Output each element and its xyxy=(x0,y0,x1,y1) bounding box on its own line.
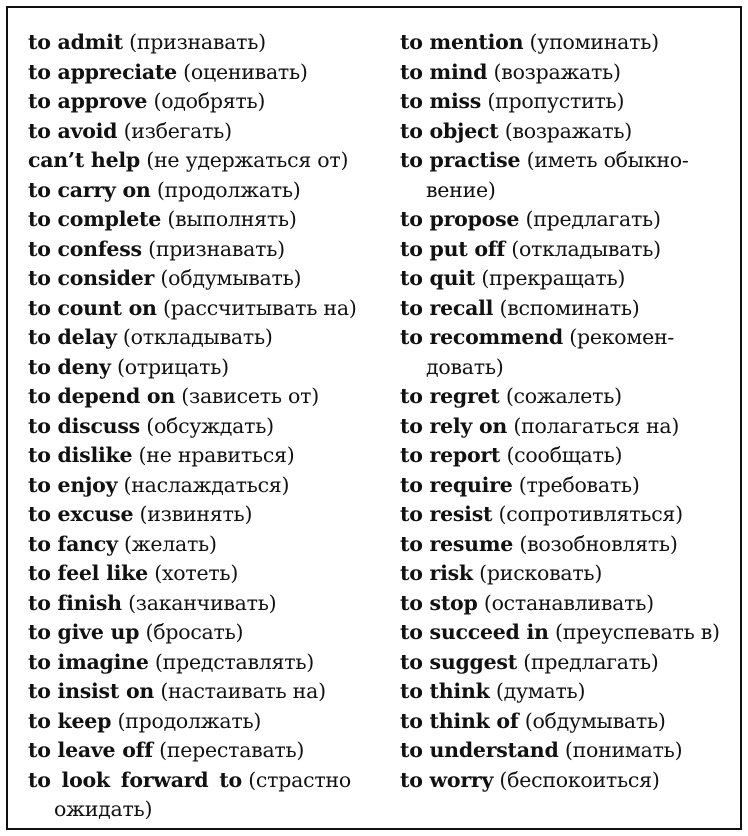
translation: (возобновлять) xyxy=(519,531,678,556)
verb-entry xyxy=(28,736,384,766)
verb: can’t help xyxy=(28,148,140,172)
verb-entry xyxy=(400,589,740,619)
translation: (предлагать) xyxy=(525,207,661,231)
verb: to put off xyxy=(400,236,505,261)
left-column xyxy=(28,28,384,825)
translation: (обсуждать) xyxy=(146,413,274,438)
verb: to recommend xyxy=(400,325,563,349)
verb: to resume xyxy=(400,531,514,556)
verb: to mention xyxy=(400,30,524,54)
verb-entry xyxy=(400,677,740,707)
verb: to regret xyxy=(400,384,500,408)
verb-entry xyxy=(28,28,384,58)
verb: to quit xyxy=(400,266,476,290)
verb-entry xyxy=(400,618,740,648)
verb-entry xyxy=(400,648,740,678)
translation-continuation: ожидать) xyxy=(54,797,153,821)
translation: (беспокоиться) xyxy=(499,767,660,792)
verb: to miss xyxy=(400,89,482,113)
verb: to practise xyxy=(400,148,521,172)
verb-entry xyxy=(28,235,384,265)
verb-entry xyxy=(28,294,384,324)
verb-entry xyxy=(28,323,384,353)
translation: (обдумывать) xyxy=(524,708,666,733)
verb-entry xyxy=(400,28,740,58)
translation: (извинять) xyxy=(139,502,253,526)
verb-list-box xyxy=(6,6,742,830)
translation: (сожалеть) xyxy=(505,384,622,408)
verb-entry xyxy=(28,707,384,737)
translation: (бросать) xyxy=(145,620,244,644)
verb-entry xyxy=(400,58,740,88)
verb: to look forward to xyxy=(28,767,242,792)
translation-continuation: довать) xyxy=(426,354,504,379)
verb-entry xyxy=(400,736,740,766)
translation: (не нравиться) xyxy=(138,443,295,467)
verb-entry xyxy=(28,58,384,88)
translation: (продолжать) xyxy=(117,708,262,733)
verb: to avoid xyxy=(28,118,118,143)
verb-entry xyxy=(28,117,384,147)
translation: (желать) xyxy=(123,531,217,556)
verb-entry xyxy=(28,677,384,707)
verb-entry xyxy=(28,441,384,471)
translation: (предлагать) xyxy=(523,649,659,674)
translation: (останавливать) xyxy=(483,590,654,615)
verb-entry xyxy=(28,205,384,235)
verb-entry xyxy=(28,146,384,176)
verb: to propose xyxy=(400,207,520,231)
verb: to think of xyxy=(400,708,519,733)
verb: to understand xyxy=(400,738,559,762)
translation: (избегать) xyxy=(123,118,232,143)
verb-entry xyxy=(28,530,384,560)
translation: (оценивать) xyxy=(183,59,308,84)
verb-entry xyxy=(28,382,384,412)
verb: to finish xyxy=(28,590,122,615)
verb: to succeed in xyxy=(400,620,549,644)
translation: (настаивать на) xyxy=(160,679,326,703)
translation: (не удержаться от) xyxy=(146,148,349,172)
translation-continuation: вение) xyxy=(426,177,496,202)
verb-entry xyxy=(400,146,740,205)
translation: (иметь обыкно- xyxy=(526,148,689,172)
verb: to insist on xyxy=(28,679,155,703)
translation: (вспоминать) xyxy=(499,295,640,320)
verb: to think xyxy=(400,679,490,703)
translation: (продолжать) xyxy=(156,177,301,202)
verb-entry xyxy=(28,353,384,383)
translation: (упоминать) xyxy=(529,30,659,54)
verb: to count on xyxy=(28,295,157,320)
verb-entry xyxy=(400,117,740,147)
translation: (рекомен- xyxy=(569,325,675,349)
verb: to discuss xyxy=(28,413,140,438)
verb: to object xyxy=(400,118,499,143)
verb-entry xyxy=(28,264,384,294)
verb: to fancy xyxy=(28,531,118,556)
translation: (переставать) xyxy=(159,738,305,762)
translation: (обдумывать) xyxy=(160,266,302,290)
translation: (заканчивать) xyxy=(128,590,277,615)
verb: to depend on xyxy=(28,384,175,408)
translation: (понимать) xyxy=(564,738,683,762)
verb-entry xyxy=(28,618,384,648)
translation: (рисковать) xyxy=(479,561,603,585)
verb-entry xyxy=(400,471,740,501)
verb: to confess xyxy=(28,236,142,261)
verb: to deny xyxy=(28,354,111,379)
verb: to risk xyxy=(400,561,473,585)
verb: to carry on xyxy=(28,177,151,202)
verb-entry xyxy=(400,559,740,589)
translation: (выполнять) xyxy=(167,207,297,231)
translation: (откладывать) xyxy=(122,325,273,349)
verb-entry xyxy=(400,382,740,412)
verb: to resist xyxy=(400,502,493,526)
translation: (сообщать) xyxy=(506,443,623,467)
verb: to suggest xyxy=(400,649,517,674)
verb: to rely on xyxy=(400,413,508,438)
verb: to admit xyxy=(28,30,123,54)
verb-entry xyxy=(400,323,740,382)
translation: (одобрять) xyxy=(153,89,266,113)
translation: (страстно xyxy=(248,767,351,792)
translation: (наслаждаться) xyxy=(123,472,290,497)
verb: to excuse xyxy=(28,502,134,526)
translation: (прекращать) xyxy=(481,266,626,290)
verb: to stop xyxy=(400,590,478,615)
translation: (требовать) xyxy=(518,472,640,497)
verb: to give up xyxy=(28,620,140,644)
verb-entry xyxy=(400,235,740,265)
translation: (возражать) xyxy=(504,118,632,143)
translation: (хотеть) xyxy=(154,561,239,585)
translation: (сопротивляться) xyxy=(498,502,683,526)
verb-entry xyxy=(28,500,384,530)
verb-entry xyxy=(400,87,740,117)
verb-entry xyxy=(28,471,384,501)
verb: to worry xyxy=(400,767,494,792)
verb-entry xyxy=(28,412,384,442)
translation: (откладывать) xyxy=(511,236,661,261)
translation: (признавать) xyxy=(129,30,266,54)
verb-entry xyxy=(400,707,740,737)
verb-entry xyxy=(28,648,384,678)
verb: to mind xyxy=(400,59,488,84)
translation: (полагаться на) xyxy=(513,413,680,438)
verb: to recall xyxy=(400,295,494,320)
verb-entry xyxy=(400,766,740,796)
verb-entry xyxy=(28,176,384,206)
verb: to dislike xyxy=(28,443,133,467)
translation: (возражать) xyxy=(493,59,621,84)
translation: (представлять) xyxy=(154,649,314,674)
verb-entry xyxy=(400,412,740,442)
verb: to complete xyxy=(28,207,162,231)
verb-entry xyxy=(400,205,740,235)
verb: to delay xyxy=(28,325,117,349)
verb-entry xyxy=(28,766,384,825)
verb: to consider xyxy=(28,266,155,290)
verb: to imagine xyxy=(28,649,149,674)
verb-entry xyxy=(400,264,740,294)
translation: (отрицать) xyxy=(117,354,229,379)
translation: (преуспевать в) xyxy=(554,620,720,644)
right-column xyxy=(400,28,740,795)
translation: (рассчитывать на) xyxy=(162,295,357,320)
verb: to keep xyxy=(28,708,112,733)
verb-entry xyxy=(28,589,384,619)
verb: to appreciate xyxy=(28,59,177,84)
translation: (зависеть от) xyxy=(181,384,319,408)
verb: to require xyxy=(400,472,513,497)
verb-entry xyxy=(400,500,740,530)
verb: to enjoy xyxy=(28,472,118,497)
verb-entry xyxy=(400,441,740,471)
verb: to feel like xyxy=(28,561,148,585)
translation: (пропустить) xyxy=(487,89,625,113)
verb-entry xyxy=(400,530,740,560)
verb: to report xyxy=(400,443,501,467)
verb-entry xyxy=(400,294,740,324)
verb-entry xyxy=(28,559,384,589)
translation: (признавать) xyxy=(148,236,285,261)
verb-entry xyxy=(28,87,384,117)
verb: to approve xyxy=(28,89,148,113)
verb: to leave off xyxy=(28,738,153,762)
translation: (думать) xyxy=(495,679,586,703)
